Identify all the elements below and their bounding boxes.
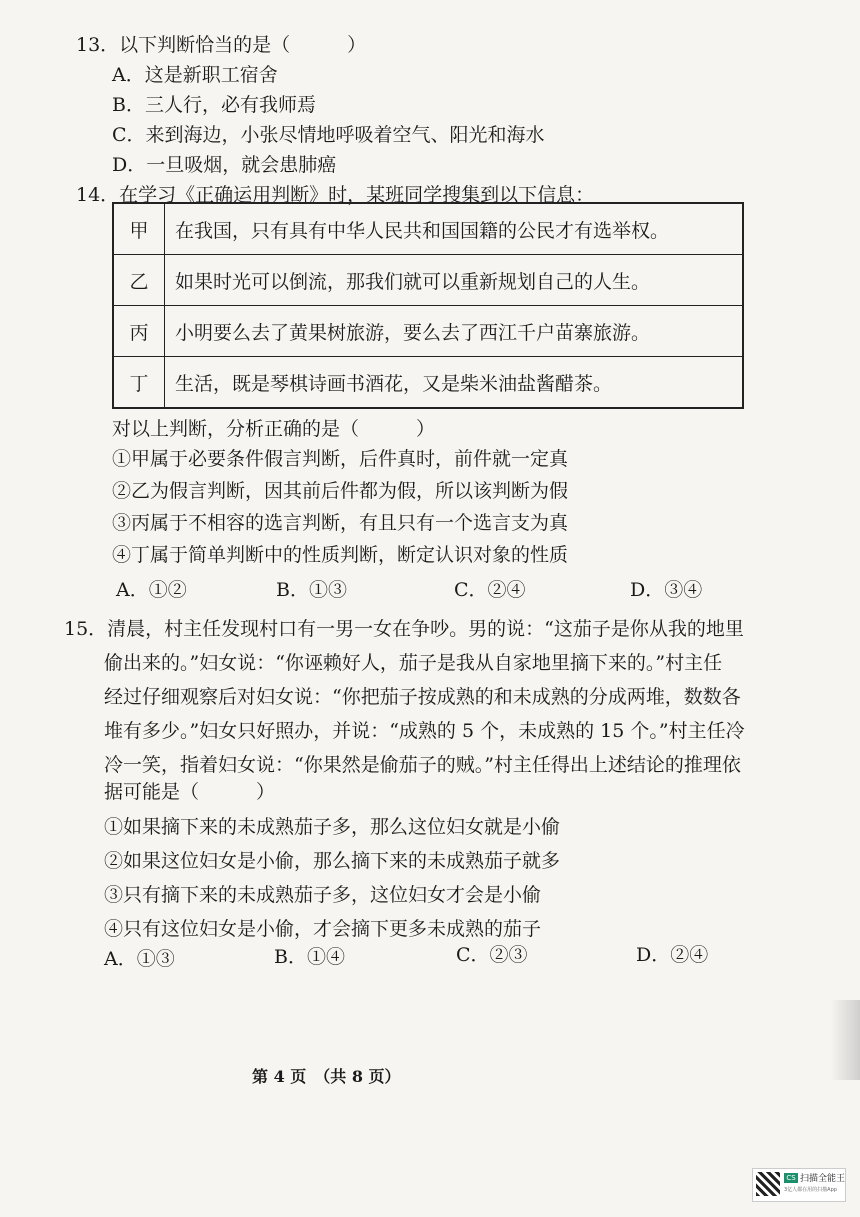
q14-statement-4: ④丁属于简单判断中的性质判断，断定认识对象的性质 bbox=[112, 544, 569, 566]
table-text: 小明要么去了黄果树旅游，要么去了西江千户苗寨旅游。 bbox=[165, 306, 744, 357]
scanner-watermark bbox=[752, 1168, 846, 1202]
scanner-app-name: 扫描全能王 bbox=[800, 1174, 846, 1184]
q14-statement-3: ③丙属于不相容的选言判断，有且只有一个选言支为真 bbox=[112, 512, 569, 534]
q15-choice-a: A．①③ bbox=[104, 948, 175, 970]
q14-statement-1: ①甲属于必要条件假言判断，后件真时，前件就一定真 bbox=[112, 448, 569, 470]
cs-logo-icon: CS bbox=[784, 1173, 798, 1183]
qr-code-icon bbox=[756, 1172, 780, 1196]
page-edge-shadow bbox=[830, 1000, 860, 1080]
q15-choice-c: C．②③ bbox=[456, 944, 528, 966]
page-number: 第 4 页 （共 8 页） bbox=[252, 1067, 401, 1086]
table-text: 在我国，只有具有中华人民共和国国籍的公民才有选举权。 bbox=[165, 203, 744, 255]
q15-line-5: 冷一笑，指着妇女说：“你果然是偷茄子的贼。”村主任得出上述结论的推理依 bbox=[104, 754, 741, 776]
q14-prompt: 对以上判断，分析正确的是（ ） bbox=[112, 418, 436, 440]
table-text: 如果时光可以倒流，那我们就可以重新规划自己的人生。 bbox=[165, 255, 744, 306]
table-text: 生活，既是琴棋诗画书酒花，又是柴米油盐酱醋茶。 bbox=[165, 357, 744, 409]
q13-option-c: C．来到海边，小张尽情地呼吸着空气、阳光和海水 bbox=[112, 124, 545, 146]
q15-line-2: 偷出来的。”妇女说：“你诬赖好人，茄子是我从自家地里摘下来的。”村主任 bbox=[104, 652, 723, 674]
table-row bbox=[113, 255, 743, 306]
q15-statement-3: ③只有摘下来的未成熟茄子多，这位妇女才会是小偷 bbox=[104, 884, 542, 906]
q15-statement-4: ④只有这位妇女是小偷，才会摘下更多未成熟的茄子 bbox=[104, 918, 542, 940]
q14-choice-b: B．①③ bbox=[276, 579, 347, 601]
q14-choice-d: D．③④ bbox=[630, 579, 703, 601]
scanner-tagline: 3亿人都在用的扫描App bbox=[784, 1187, 837, 1193]
q15-line-6: 据可能是（ ） bbox=[104, 781, 276, 803]
q13-option-d: D．一旦吸烟，就会患肺癌 bbox=[112, 154, 337, 176]
q13-stem: 13．以下判断恰当的是（ ） bbox=[76, 34, 367, 56]
q14-info-table bbox=[112, 202, 744, 409]
q15-statement-1: ①如果摘下来的未成熟茄子多，那么这位妇女就是小偷 bbox=[104, 816, 561, 838]
q15-line-3: 经过仔细观察后对妇女说：“你把茄子按成熟的和未成熟的分成两堆，数数各 bbox=[104, 686, 741, 708]
q14-choice-a: A．①② bbox=[116, 579, 187, 601]
q14-stem: 14．在学习《正确运用判断》时，某班同学搜集到以下信息： bbox=[76, 184, 595, 206]
q13-option-b: B．三人行，必有我师焉 bbox=[112, 94, 316, 116]
q13-option-a: A．这是新职工宿舍 bbox=[112, 64, 278, 86]
q15-line-4: 堆有多少。”妇女只好照办，并说：“成熟的 5 个，未成熟的 15 个。”村主任冷 bbox=[104, 720, 745, 742]
q14-statement-2: ②乙为假言判断，因其前后件都为假，所以该判断为假 bbox=[112, 480, 569, 502]
q15-choice-b: B．①④ bbox=[274, 946, 345, 968]
q14-choice-c: C．②④ bbox=[454, 579, 526, 601]
table-key: 乙 bbox=[113, 255, 165, 306]
table-key: 丁 bbox=[113, 357, 165, 409]
table-row bbox=[113, 357, 743, 409]
q15-statement-2: ②如果这位妇女是小偷，那么摘下来的未成熟茄子就多 bbox=[104, 850, 561, 872]
q15-line-1: 15．清晨，村主任发现村口有一男一女在争吵。男的说：“这茄子是你从我的地里 bbox=[64, 618, 744, 640]
q15-choice-d: D．②④ bbox=[636, 944, 709, 966]
table-key: 甲 bbox=[113, 203, 165, 255]
table-row bbox=[113, 306, 743, 357]
table-row bbox=[113, 203, 743, 255]
table-key: 丙 bbox=[113, 306, 165, 357]
